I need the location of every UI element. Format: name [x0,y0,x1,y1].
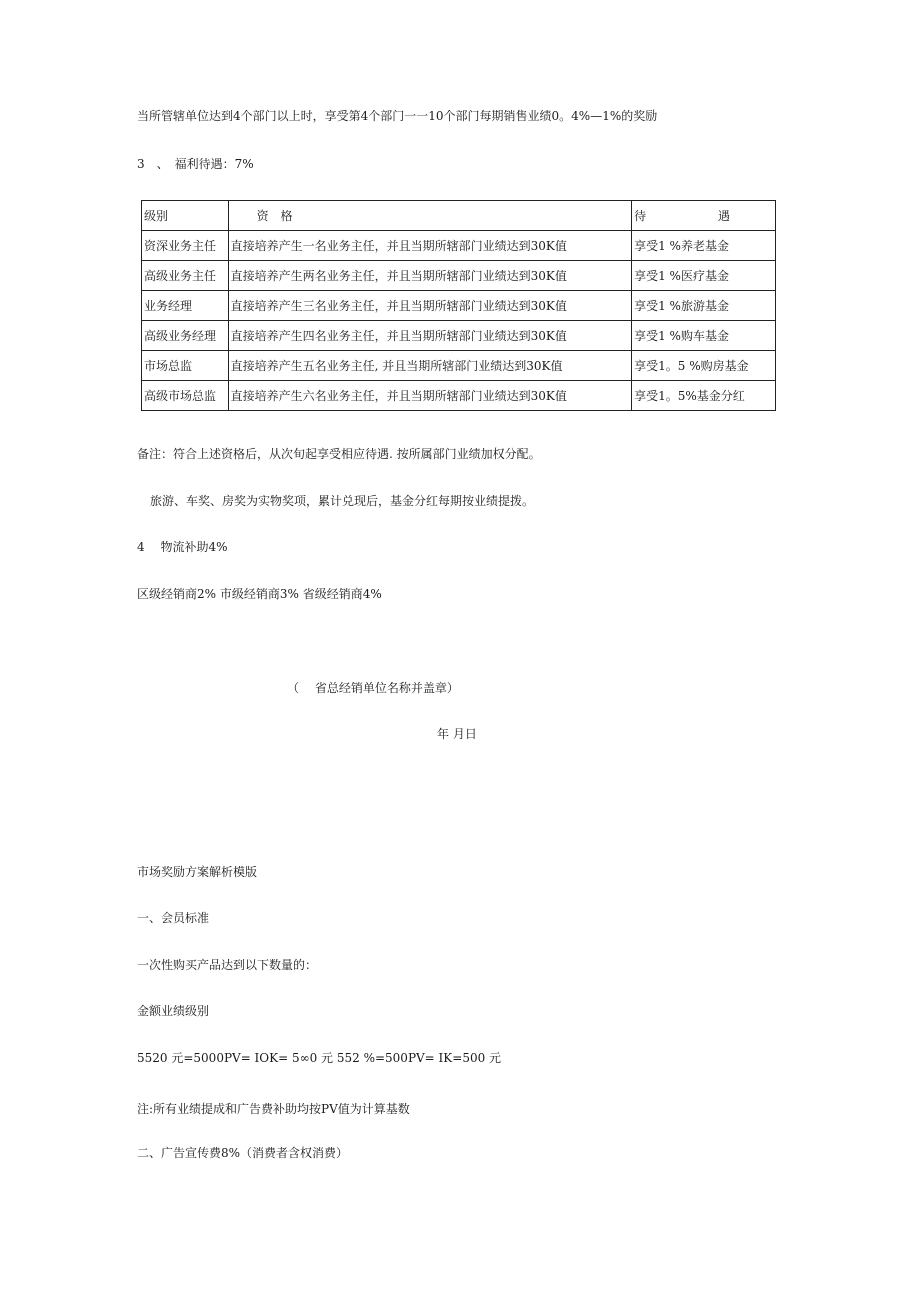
doc-title: 市场奖励方案解析模版 [137,865,258,879]
cell-level: 高级业务主任 [142,261,229,291]
cell-qualification: 直接培养产生五名业务主任, 并且当期所辖部门业绩达到30K值 [228,351,631,381]
cell-benefit: 享受1 %购车基金 [632,321,776,351]
table-row [142,231,776,261]
cell-qualification: 直接培养产生六名业务主任，并且当期所辖部门业绩达到30K值 [228,381,631,411]
pv-note: 注:所有业绩提成和广告费补助均按PV值为计算基数 [137,1102,410,1116]
cell-qualification: 直接培养产生四名业务主任，并且当期所辖部门业绩达到30K值 [228,321,631,351]
cell-level: 高级市场总监 [142,381,229,411]
table-row [142,291,776,321]
cell-benefit: 享受1。5%基金分红 [632,381,776,411]
cell-qualification: 直接培养产生一名业务主任，并且当期所辖部门业绩达到30K值 [228,231,631,261]
cell-level: 高级业务经理 [142,321,229,351]
cell-benefit: 享受1。5 %购房基金 [632,351,776,381]
ad-fee-heading: 二、广告宣传费8%（消费者含权消费） [137,1146,349,1160]
table-header-row [142,201,776,231]
cell-level: 业务经理 [142,291,229,321]
cell-benefit: 享受1 %旅游基金 [632,291,776,321]
dealer-rates: 区级经销商2% 市级经销商3% 省级经销商4% [137,587,382,601]
header-level: 级别 [142,201,229,231]
note-qualification: 备注：符合上述资格后，从次旬起享受相应待遇. 按所属部门业绩加权分配。 [137,447,541,461]
date-line: 年 月日 [437,727,477,741]
cell-level: 资深业务主任 [142,231,229,261]
cell-level: 市场总监 [142,351,229,381]
purchase-line: 一次性购买产品达到以下数量的： [137,958,318,972]
header-benefit: 待 遇 [632,201,776,231]
amount-header: 金额业绩级别 [137,1004,210,1018]
seal-line: （ 省总经销单位名称并盖章） [287,681,459,695]
intro-line: 当所管辖单位达到4个部门以上时，享受第4个部门一一10个部门每期销售业绩0。4%—1%的奖励 [137,109,658,123]
section-3-title: 3 、 福利待遇：7% [137,157,254,171]
table-row [142,261,776,291]
note-awards: 旅游、车奖、房奖为实物奖项，累计兑现后，基金分红每期按业绩提拨。 [150,494,535,508]
formula-line: 5520 元=5000PV= IOK= 5∞0 元 552 %=500PV= IK=500 元 [137,1051,502,1065]
section-4-title: 4 物流补助4% [137,540,228,554]
table-row [142,351,776,381]
table-row [142,321,776,351]
cell-benefit: 享受1 %养老基金 [632,231,776,261]
cell-qualification: 直接培养产生三名业务主任，并且当期所辖部门业绩达到30K值 [228,291,631,321]
benefits-table [141,200,776,411]
header-qualification: 资 格 [228,201,631,231]
table-row [142,381,776,411]
member-standard-heading: 一、会员标准 [137,911,210,925]
cell-qualification: 直接培养产生两名业务主任，并且当期所辖部门业绩达到30K值 [228,261,631,291]
cell-benefit: 享受1 %医疗基金 [632,261,776,291]
